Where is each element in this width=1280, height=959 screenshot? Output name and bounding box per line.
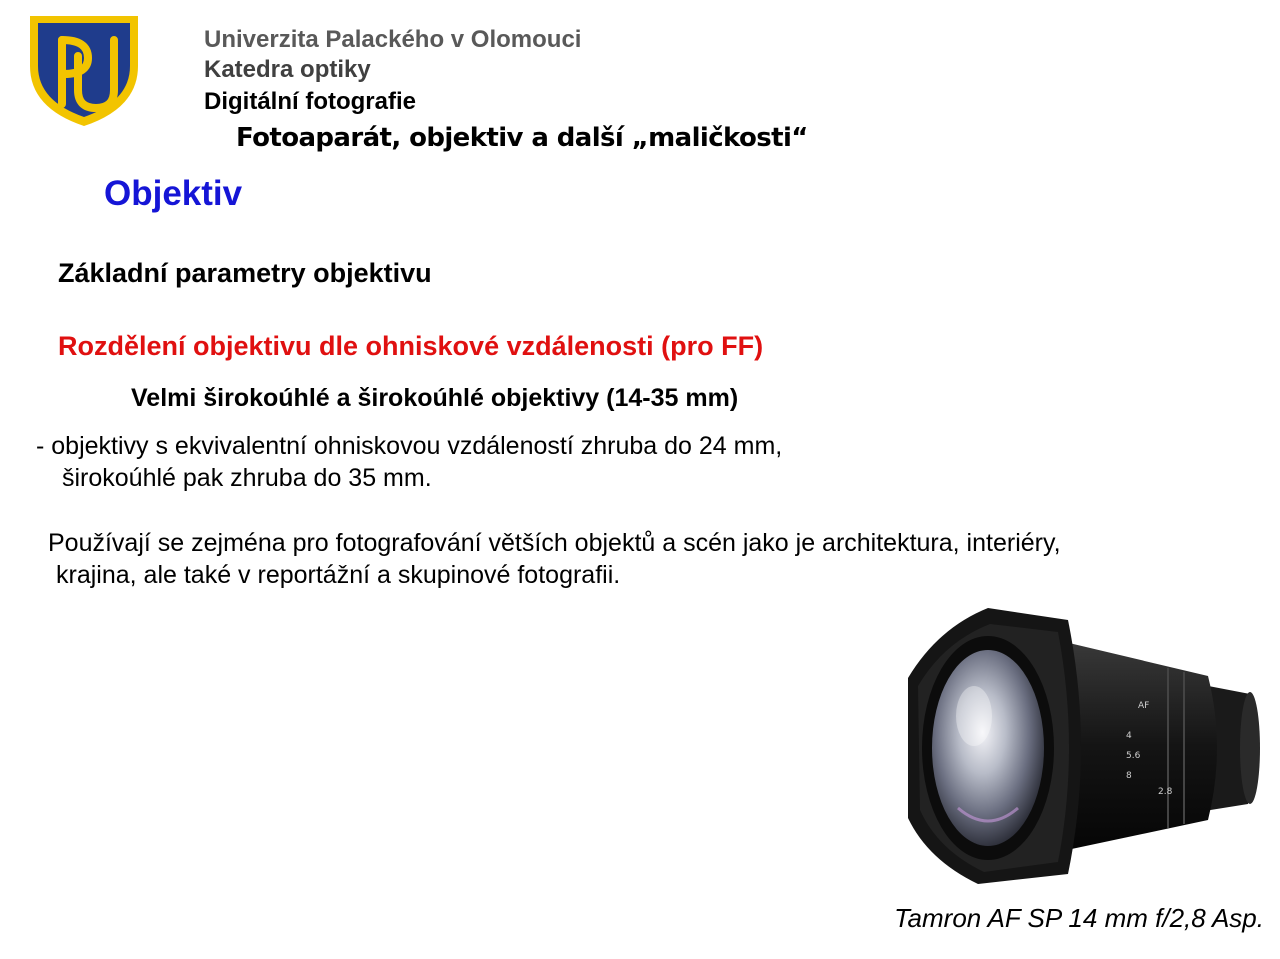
university-logo	[26, 12, 142, 128]
lens-photo	[898, 598, 1270, 888]
department-name: Katedra optiky	[204, 56, 371, 83]
paragraph-line: - objektivy s ekvivalentní ohniskovou vzdáleností zhruba do 24 mm,	[36, 432, 783, 460]
course-name: Digitální fotografie	[204, 88, 416, 115]
paragraph-line: širokoúhlé pak zhruba do 35 mm.	[62, 464, 432, 492]
section-heading: Rozdělení objektivu dle ohniskové vzdálenosti (pro FF)	[58, 331, 764, 361]
svg-text:5.6: 5.6	[1126, 751, 1141, 761]
svg-text:AF: AF	[1138, 701, 1150, 711]
paragraph-usage	[48, 527, 1061, 591]
paragraph-line: krajina, ale také v reportážní a skupinové fotografii.	[56, 561, 621, 589]
paragraph-line: Používají se zejména pro fotografování větších objektů a scén jako je architektura, interiéry,	[48, 529, 1061, 557]
svg-text:2.8: 2.8	[1158, 787, 1173, 797]
image-caption: Tamron AF SP 14 mm f/2,8 Asp.	[894, 903, 1264, 933]
svg-text:4: 4	[1126, 731, 1132, 741]
slide-subtitle: Základní parametry objektivu	[58, 258, 432, 288]
university-name: Univerzita Palackého v Olomouci	[204, 26, 582, 53]
slide-title: Objektiv	[104, 174, 243, 213]
paragraph-definition	[36, 430, 782, 494]
subsection-heading: Velmi širokoúhlé a širokoúhlé objektivy (14-35 mm)	[131, 384, 739, 412]
svg-text:8: 8	[1126, 771, 1132, 781]
lecture-title: Fotoaparát, objektiv a další „maličkosti“	[236, 123, 808, 153]
